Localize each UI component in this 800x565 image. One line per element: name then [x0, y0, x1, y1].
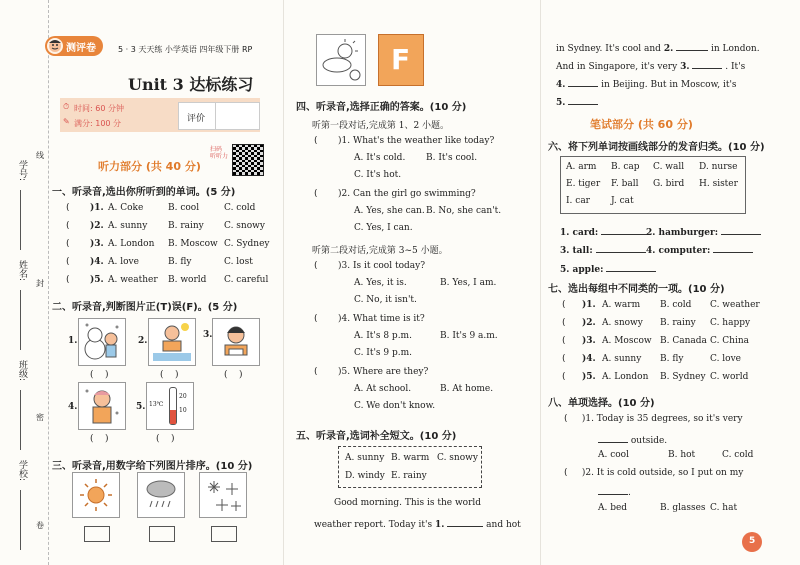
option-b[interactable]: B. No, she can't.	[426, 206, 502, 216]
thermometer-reading: 13℃	[149, 401, 164, 408]
category-1	[560, 224, 651, 238]
word-i: I. car	[566, 196, 590, 206]
blank-number-5: 5.	[556, 98, 566, 108]
answer-paren-4[interactable]: ( )	[90, 434, 109, 444]
option-b[interactable]: B. rainy	[660, 318, 696, 328]
mc-q2-text: )2. It is cold outside, so I put on my	[581, 468, 744, 478]
option-a[interactable]: A. warm	[602, 300, 641, 310]
mc-q1-blank[interactable]	[598, 432, 628, 443]
pic-number-1: 1.	[68, 336, 78, 346]
category-4-label: 4. computer:	[646, 246, 711, 256]
option-b[interactable]: B. cold	[660, 300, 692, 310]
category-5-label: 5. apple:	[560, 265, 604, 275]
option-c[interactable]: C. lost	[224, 257, 253, 267]
passage-line-3	[556, 40, 760, 54]
answer-paren-open[interactable]: (	[562, 354, 566, 364]
option-c[interactable]: C. Yes, I can.	[354, 223, 413, 233]
passage-line-4-text: And in Singapore, it's very	[556, 62, 678, 72]
evaluation-label: 评价	[187, 114, 206, 124]
column-divider-1	[283, 0, 284, 565]
option-b[interactable]: B. It's 9 a.m.	[440, 331, 498, 341]
answer-paren-open[interactable]: (	[562, 336, 566, 346]
option-a[interactable]: A. Moscow	[602, 336, 652, 346]
category-5-blank[interactable]	[606, 261, 656, 272]
badge-text: 测评卷	[66, 43, 96, 54]
option-b[interactable]: B. At home.	[440, 384, 494, 394]
mc-q1-paren[interactable]: (	[564, 414, 582, 424]
option-b[interactable]: B. rainy	[168, 221, 204, 231]
word-g: G. bird	[653, 179, 685, 189]
mc-question-2	[564, 468, 743, 478]
passage-line-3-text: in Sydney. It's cool and	[556, 44, 661, 54]
picture-sunny	[72, 472, 120, 518]
mc-q2-opt-c[interactable]: C. hat	[710, 503, 738, 513]
mc-q2-paren[interactable]: (	[564, 468, 582, 478]
mc-q2-opt-b[interactable]: B. glasses	[660, 503, 706, 513]
picture-snowman	[78, 318, 126, 366]
option-c[interactable]: C. weather	[710, 300, 760, 310]
answer-paren-open[interactable]: (	[66, 239, 70, 249]
word-bank-box	[338, 446, 482, 488]
answer-paren-open[interactable]: (	[562, 318, 566, 328]
word-d: D. nurse	[699, 162, 738, 172]
category-4	[646, 242, 753, 256]
option-c[interactable]: C. China	[710, 336, 750, 346]
answer-paren-open[interactable]: (	[314, 261, 318, 271]
question-text: )2. Can the girl go swimming?	[338, 189, 476, 199]
passage-line-3-end: in London.	[710, 44, 760, 54]
category-2-blank[interactable]	[721, 224, 761, 235]
cut-mark-line: 线	[36, 151, 44, 160]
question-number: )1.	[582, 300, 596, 310]
score-icon: ✎	[63, 117, 70, 126]
mc-q1-opt-c[interactable]: C. cold	[722, 450, 754, 460]
question-number: )4.	[90, 257, 104, 267]
category-2-label: 2. hamburger:	[646, 228, 719, 238]
blank-5[interactable]	[568, 94, 598, 105]
blank-4[interactable]	[568, 76, 598, 87]
option-c[interactable]: C. It's hot.	[354, 170, 402, 180]
option-b[interactable]: B. world	[168, 275, 207, 285]
blank-number-3: 3.	[680, 62, 690, 72]
cut-mark-seal: 封	[36, 279, 44, 288]
section-7-heading: 七、选出每组中不同类的一项。(10 分)	[548, 284, 725, 295]
listening-title: 听力部分 (共 40 分)	[98, 160, 201, 173]
clock-icon: ⏱	[63, 102, 70, 111]
option-c[interactable]: C. world	[710, 372, 749, 382]
evaluation-divider	[215, 103, 216, 129]
category-4-blank[interactable]	[713, 242, 753, 253]
question-text: )4. What time is it?	[338, 314, 425, 324]
mc-q2-opt-a[interactable]: A. bed	[598, 503, 628, 513]
blank-number-1: 1.	[435, 520, 445, 530]
section-5-heading: 五、听录音,选词补全短文。(10 分)	[296, 431, 457, 442]
answer-paren-3[interactable]: ( )	[224, 370, 243, 380]
section-4-intro-1: 听第一段对话,完成第 1、2 小题。	[312, 121, 450, 131]
option-a[interactable]: A. It's cold.	[354, 153, 406, 163]
class-line	[20, 390, 21, 450]
student-name-line	[20, 290, 21, 350]
mc-q2-blank[interactable]	[598, 484, 628, 495]
category-3-blank[interactable]	[596, 242, 646, 253]
picture-boy-swimming	[148, 318, 196, 366]
option-c[interactable]: C. snowy	[224, 221, 265, 231]
blank-number-4: 4.	[556, 80, 566, 90]
option-b[interactable]: B. Moscow	[168, 239, 218, 249]
school-label: 学校:	[17, 460, 27, 482]
answer-paren-open[interactable]: (	[314, 189, 318, 199]
option-a[interactable]: A. It's 8 p.m.	[354, 331, 412, 341]
option-a[interactable]: A. Coke	[108, 203, 144, 213]
option-c[interactable]: C. cold	[224, 203, 256, 213]
order-box-2[interactable]	[149, 526, 175, 542]
section-2-heading: 二、听录音,判断图片正(T)误(F)。(5 分)	[52, 302, 238, 313]
answer-paren-1[interactable]: ( )	[90, 370, 109, 380]
picture-girl-scarf	[78, 382, 126, 430]
info-panel	[60, 98, 260, 132]
option-b[interactable]: B. It's cool.	[426, 153, 478, 163]
student-name-label: 姓名:	[17, 260, 27, 282]
option-c[interactable]: C. Sydney	[224, 239, 270, 249]
option-b[interactable]: B. cool	[168, 203, 200, 213]
option-c[interactable]: C. happy	[710, 318, 751, 328]
passage-line-4	[556, 58, 745, 72]
option-b[interactable]: B. Yes, I am.	[440, 278, 497, 288]
option-a[interactable]: A. love	[108, 257, 139, 267]
mc-q1-opt-a[interactable]: A. cool	[598, 450, 629, 460]
badge	[45, 36, 103, 56]
section-8-heading: 八、单项选择。(10 分)	[548, 398, 655, 409]
question-number: )2.	[90, 221, 104, 231]
passage-line-2-text: weather report. Today it's	[314, 520, 433, 530]
question-text: )3. Is it cool today?	[338, 261, 426, 271]
option-b[interactable]: B. fly	[660, 354, 684, 364]
qr-code-icon[interactable]	[232, 144, 264, 176]
answer-paren-2[interactable]: ( )	[160, 370, 179, 380]
option-b[interactable]: B. fly	[168, 257, 192, 267]
thermometer-tick-10: 10	[179, 407, 187, 414]
passage-line-5-end: in Beijing. But in Moscow, it's	[601, 80, 737, 90]
written-title: 笔试部分 (共 60 分)	[590, 118, 693, 131]
badge-face-icon	[47, 38, 63, 54]
option-a[interactable]: A. weather	[108, 275, 158, 285]
section-3-heading: 三、听录音,用数字给下列图片排序。(10 分)	[52, 461, 253, 472]
option-b[interactable]: B. Sydney	[660, 372, 706, 382]
question-number: )3.	[582, 336, 596, 346]
rain-cloud-icon	[138, 473, 184, 517]
answer-paren-open[interactable]: (	[314, 367, 318, 377]
picture-cloudy-sun	[316, 34, 366, 86]
score-label: 满分: 100 分	[74, 119, 122, 128]
option-a[interactable]: A. snowy	[602, 318, 643, 328]
word-h: H. sister	[699, 179, 738, 189]
word-b: B. cap	[611, 162, 640, 172]
answer-paren-open[interactable]: (	[66, 257, 70, 267]
question-number: )3.	[90, 239, 104, 249]
option-c[interactable]: C. We don't know.	[354, 401, 436, 411]
question-number: )2.	[582, 318, 596, 328]
school-line	[20, 490, 21, 550]
order-box-3[interactable]	[211, 526, 237, 542]
mc-q2-line2: .	[598, 484, 631, 498]
passage-line-6	[556, 94, 598, 108]
cut-mark-paper: 卷	[36, 521, 44, 530]
word-c: C. wall	[653, 162, 685, 172]
option-c[interactable]: C. No, it isn't.	[354, 295, 417, 305]
option-a[interactable]: A. sunny	[602, 354, 642, 364]
passage-line-2-end: and hot	[486, 520, 521, 530]
picture-thermometer	[146, 382, 194, 430]
question-number: )4.	[582, 354, 596, 364]
word-j: J. cat	[611, 196, 634, 206]
question-number: )5.	[582, 372, 596, 382]
picture-snowy	[199, 472, 247, 518]
answer-paren-open[interactable]: (	[66, 275, 70, 285]
qr-caption: 扫码 听听力	[210, 146, 229, 160]
word-a: A. arm	[566, 162, 597, 172]
mc-q1-line2	[598, 432, 667, 446]
thermometer-icon	[169, 387, 177, 425]
category-5	[560, 261, 656, 275]
snowflake-icon	[200, 473, 246, 517]
word-bank-c: C. snowy	[437, 453, 478, 463]
letter-f-icon: F	[391, 43, 411, 76]
mc-q1-text: )1. Today is 35 degrees, so it's very	[581, 414, 743, 424]
section-1-heading: 一、听录音,选出你所听到的单词。(5 分)	[52, 187, 236, 198]
option-a[interactable]: A. Yes, she can.	[354, 206, 425, 216]
passage-line-2	[314, 516, 521, 530]
time-label: 时间: 60 分钟	[74, 104, 124, 113]
option-c[interactable]: C. love	[710, 354, 741, 364]
category-3-label: 3. tall:	[560, 246, 593, 256]
student-number-label: 学号:	[17, 160, 27, 182]
student-number-line	[20, 190, 21, 250]
picture-letter-f	[378, 34, 424, 86]
blank-1[interactable]	[447, 516, 483, 527]
sun-icon	[73, 473, 119, 517]
blank-number-2: 2.	[663, 44, 674, 54]
option-a[interactable]: A. Yes, it is.	[354, 278, 407, 288]
question-text: )1. What's the weather like today?	[338, 136, 495, 146]
word-e: E. tiger	[566, 179, 601, 189]
binding-line	[48, 0, 49, 565]
mc-question-1	[564, 414, 743, 424]
evaluation-box[interactable]	[178, 102, 260, 130]
word-bank-b: B. warm	[391, 453, 430, 463]
pic-number-5: 5.	[136, 402, 146, 412]
class-label: 班级:	[17, 360, 27, 382]
option-a[interactable]: A. At school.	[354, 384, 412, 394]
mc-q1-opt-b[interactable]: B. hot	[668, 450, 696, 460]
passage-line-1: Good morning. This is the world	[334, 498, 482, 508]
thermometer-tick-20: 20	[179, 393, 187, 400]
option-a[interactable]: A. London	[602, 372, 649, 382]
word-bank-e: E. rainy	[391, 471, 427, 481]
section-4-heading: 四、听录音,选择正确的答案。(10 分)	[296, 102, 467, 113]
passage-line-5	[556, 76, 737, 90]
column-divider-2	[540, 0, 541, 565]
picture-girl-reading	[212, 318, 260, 366]
option-c[interactable]: C. It's 9 p.m.	[354, 348, 413, 358]
category-3	[560, 242, 646, 256]
word-bank-d: D. windy	[345, 471, 385, 481]
section-6-heading: 六、将下列单词按画线部分的发音归类。(10 分)	[548, 142, 765, 153]
page-number: 5	[749, 536, 756, 546]
answer-paren-open[interactable]: (	[314, 136, 318, 146]
unit-title: Unit 3 达标练习	[128, 75, 254, 94]
order-box-1[interactable]	[84, 526, 110, 542]
picture-rainy	[137, 472, 185, 518]
answer-paren-open[interactable]: (	[314, 314, 318, 324]
answer-paren-open[interactable]: (	[562, 372, 566, 382]
option-a[interactable]: A. sunny	[108, 221, 148, 231]
category-1-blank[interactable]	[601, 224, 651, 235]
book-info: 5 · 3 天天练 小学英语 四年级下册 RP	[118, 45, 253, 54]
question-number: )1.	[90, 203, 104, 213]
answer-paren-open[interactable]: (	[66, 221, 70, 231]
category-1-label: 1. card:	[560, 228, 599, 238]
word-f: F. ball	[611, 179, 639, 189]
question-number: )5.	[90, 275, 104, 285]
blank-2[interactable]	[676, 40, 708, 51]
section-4-intro-2: 听第二段对话,完成第 3~5 小题。	[312, 246, 448, 256]
mc-q1-end: outside.	[630, 436, 668, 446]
question-text: )5. Where are they?	[338, 367, 429, 377]
page-number-badge	[742, 532, 762, 552]
cloud-sun-icon	[317, 35, 365, 85]
category-2	[646, 224, 761, 238]
phonics-word-box	[560, 156, 746, 214]
option-c[interactable]: C. careful	[224, 275, 269, 285]
option-b[interactable]: B. Canada	[660, 336, 707, 346]
word-bank-a: A. sunny	[345, 453, 385, 463]
cut-mark-sealed: 密	[36, 413, 44, 422]
answer-paren-open[interactable]: (	[562, 300, 566, 310]
pic-number-4: 4.	[68, 402, 78, 412]
thermometer-fill	[170, 410, 176, 424]
option-a[interactable]: A. London	[108, 239, 155, 249]
passage-line-4-end: . It's	[725, 62, 746, 72]
blank-3[interactable]	[692, 58, 722, 69]
answer-paren-open[interactable]: (	[66, 203, 70, 213]
pic-number-3: 3.	[203, 330, 213, 340]
answer-paren-5[interactable]: ( )	[156, 434, 175, 444]
pic-number-2: 2.	[138, 336, 148, 346]
